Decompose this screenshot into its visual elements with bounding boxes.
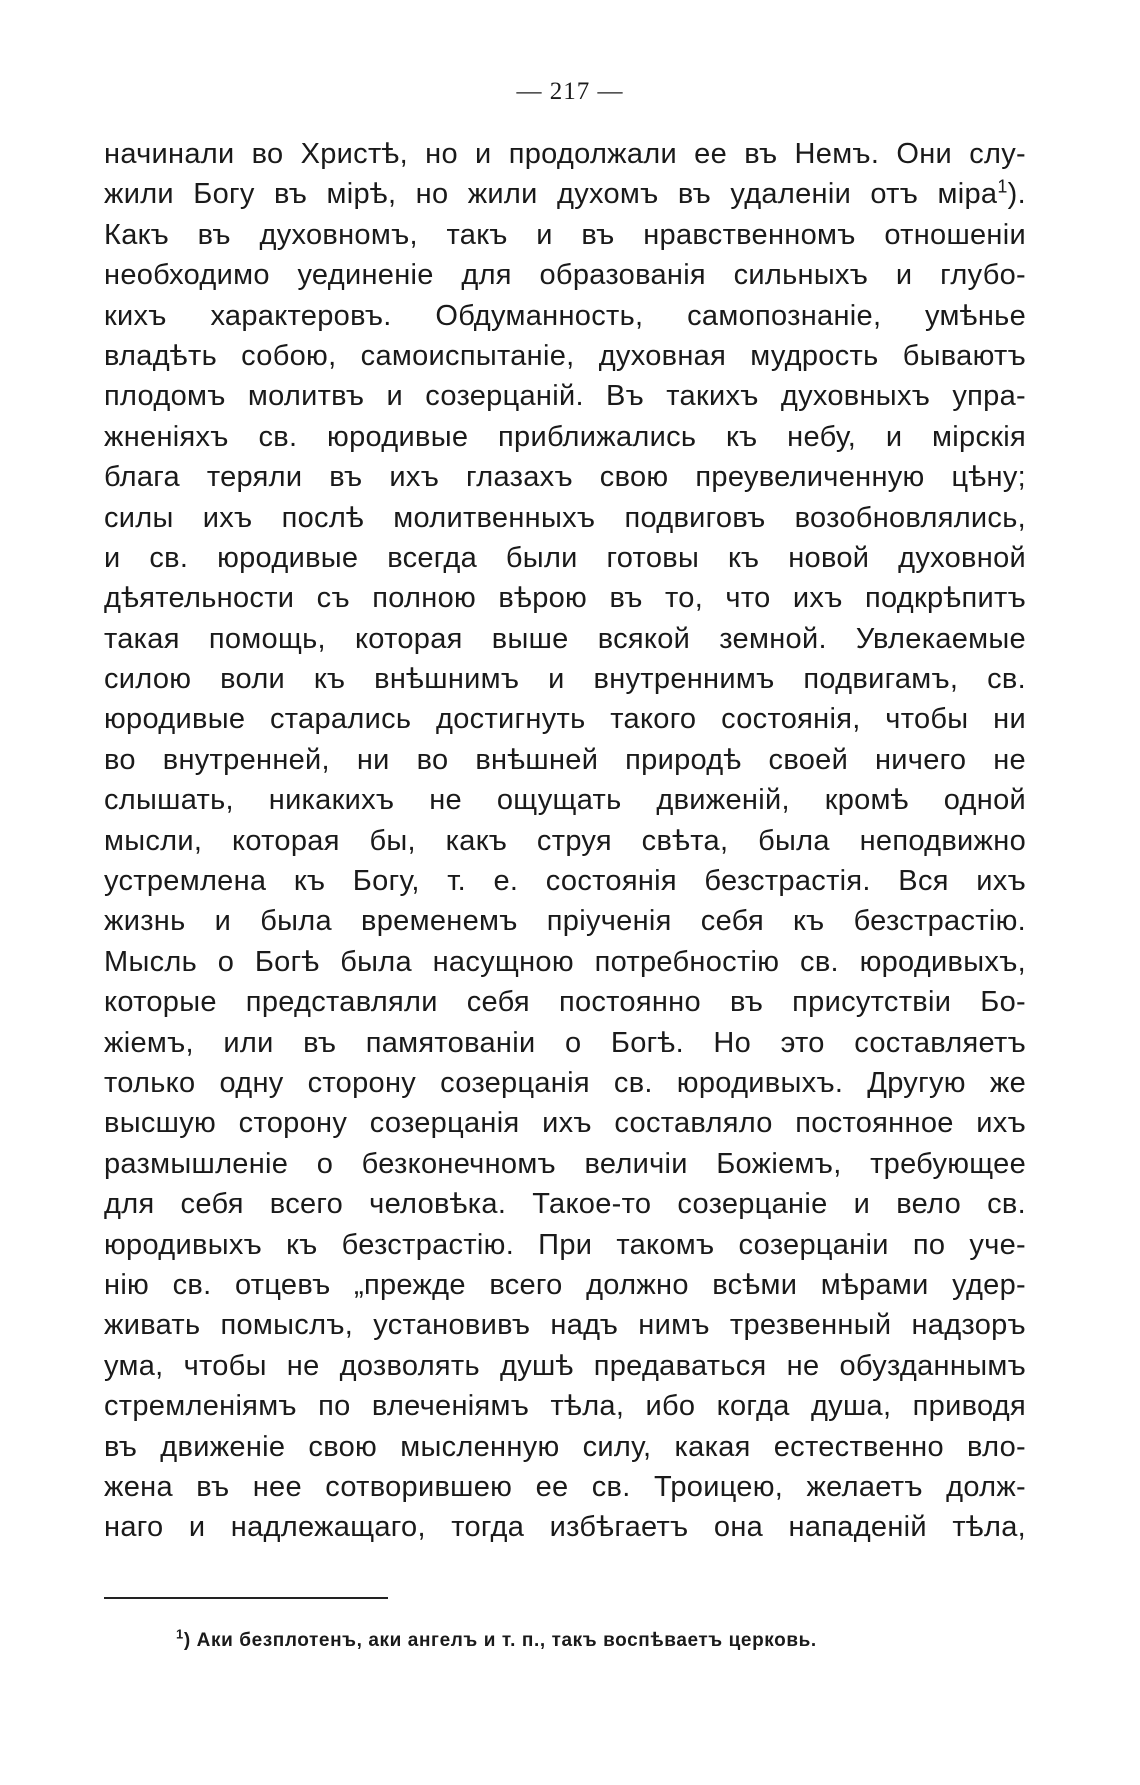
text-line: нію св. отцевъ „прежде всего должно всѣми мѣрами удер- (104, 1268, 1026, 1301)
text-line: жена въ нее сотворившею ее св. Троицею, желаетъ долж- (104, 1470, 1026, 1503)
text-line: дѣятельности съ полною вѣрою въ то, что ихъ подкрѣпитъ (104, 582, 1026, 615)
text-line: устремлена къ Богу, т. е. состоянія безстрастія. Вся ихъ (104, 865, 1026, 898)
text-line: для себя всего человѣка. Такое-то созерцаніе и вело св. (104, 1188, 1026, 1221)
text-line: Мысль о Богѣ была насущною потребностію св. юродивыхъ, (104, 945, 1026, 978)
text-line: слышать, никакихъ не ощущать движеній, кромѣ одной (104, 784, 1026, 817)
text-line: стремленіямъ по влеченіямъ тѣла, ибо когда душа, приводя (104, 1390, 1026, 1423)
text-line: юродивые старались достигнуть такого состоянія, чтобы ни (104, 703, 1026, 736)
text-line: силою воли къ внѣшнимъ и внутреннимъ подвигамъ, св. (104, 663, 1026, 696)
text-line: въ движеніе свою мысленную силу, какая естественно вло- (104, 1430, 1026, 1463)
footnote-divider (104, 1597, 388, 1599)
text-line: кихъ характеровъ. Обдуманность, самопознаніе, умѣнье (104, 299, 1026, 332)
footnote-text: ) Аки безплотенъ, аки ангелъ и т. п., такъ воспѣваетъ церковь. (183, 1630, 817, 1651)
text-line: ума, чтобы не дозволять душѣ предаваться не обузданнымъ (104, 1349, 1026, 1382)
page-number: — 217 — (516, 78, 624, 105)
footnote-marker: 1 (176, 1626, 184, 1642)
text-line: жіемъ, или въ памятованіи о Богѣ. Но это составляетъ (104, 1026, 1026, 1059)
text-line: необходимо уединеніе для образованія сильныхъ и глубо- (104, 259, 1026, 292)
text-line: юродивыхъ къ безстрастію. При такомъ созерцаніи по уче- (104, 1228, 1026, 1261)
text-line: блага теряли въ ихъ глазахъ свою преувеличенную цѣну; (104, 461, 1026, 494)
footnote (176, 1626, 817, 1652)
text-line: плодомъ молитвъ и созерцаній. Въ такихъ духовныхъ упра- (104, 380, 1026, 413)
text-line: владѣть собою, самоиспытаніе, духовная мудрость бываютъ (104, 339, 1026, 372)
text-line: которые представляли себя постоянно въ присутствіи Бо- (104, 986, 1026, 1019)
text-line: Какъ въ духовномъ, такъ и въ нравственномъ отношеніи (104, 218, 1026, 251)
text-line (104, 174, 1026, 214)
text-line: высшую сторону созерцанія ихъ составляло постоянное ихъ (104, 1107, 1026, 1140)
footnote-reference[interactable]: 1 (997, 176, 1008, 197)
text-line: мысли, которая бы, какъ струя свѣта, была неподвижно (104, 824, 1026, 857)
main-text (104, 134, 1026, 1548)
text-line-content: жили Богу въ мірѣ, но жили духомъ въ удаленіи отъ міра (104, 178, 998, 211)
text-line: и св. юродивые всегда были готовы къ новой духовной (104, 541, 1026, 574)
text-line: начинали во Христѣ, но и продолжали ее въ Немъ. Они слу- (104, 138, 1026, 170)
text-line: живать помыслъ, установивъ надъ нимъ трезвенный надзоръ (104, 1309, 1026, 1342)
text-line: жненіяхъ св. юродивые приближались къ небу, и мірскія (104, 420, 1026, 453)
text-line: наго и надлежащаго, тогда избѣгаетъ она нападеній тѣла, (104, 1511, 1026, 1544)
text-line: только одну сторону созерцанія св. юродивыхъ. Другую же (104, 1066, 1026, 1099)
text-line: силы ихъ послѣ молитвенныхъ подвиговъ возобновлялись, (104, 501, 1026, 534)
text-line: во внутренней, ни во внѣшней природѣ своей ничего не (104, 743, 1026, 776)
text-line: такая помощь, которая выше всякой земной. Увлекаемые (104, 622, 1026, 655)
text-line-tail: ). (1007, 178, 1026, 211)
text-line: жизнь и была временемъ пріученія себя къ безстрастію. (104, 905, 1026, 938)
text-line: размышленіе о безконечномъ величіи Божіемъ, требующее (104, 1147, 1026, 1180)
